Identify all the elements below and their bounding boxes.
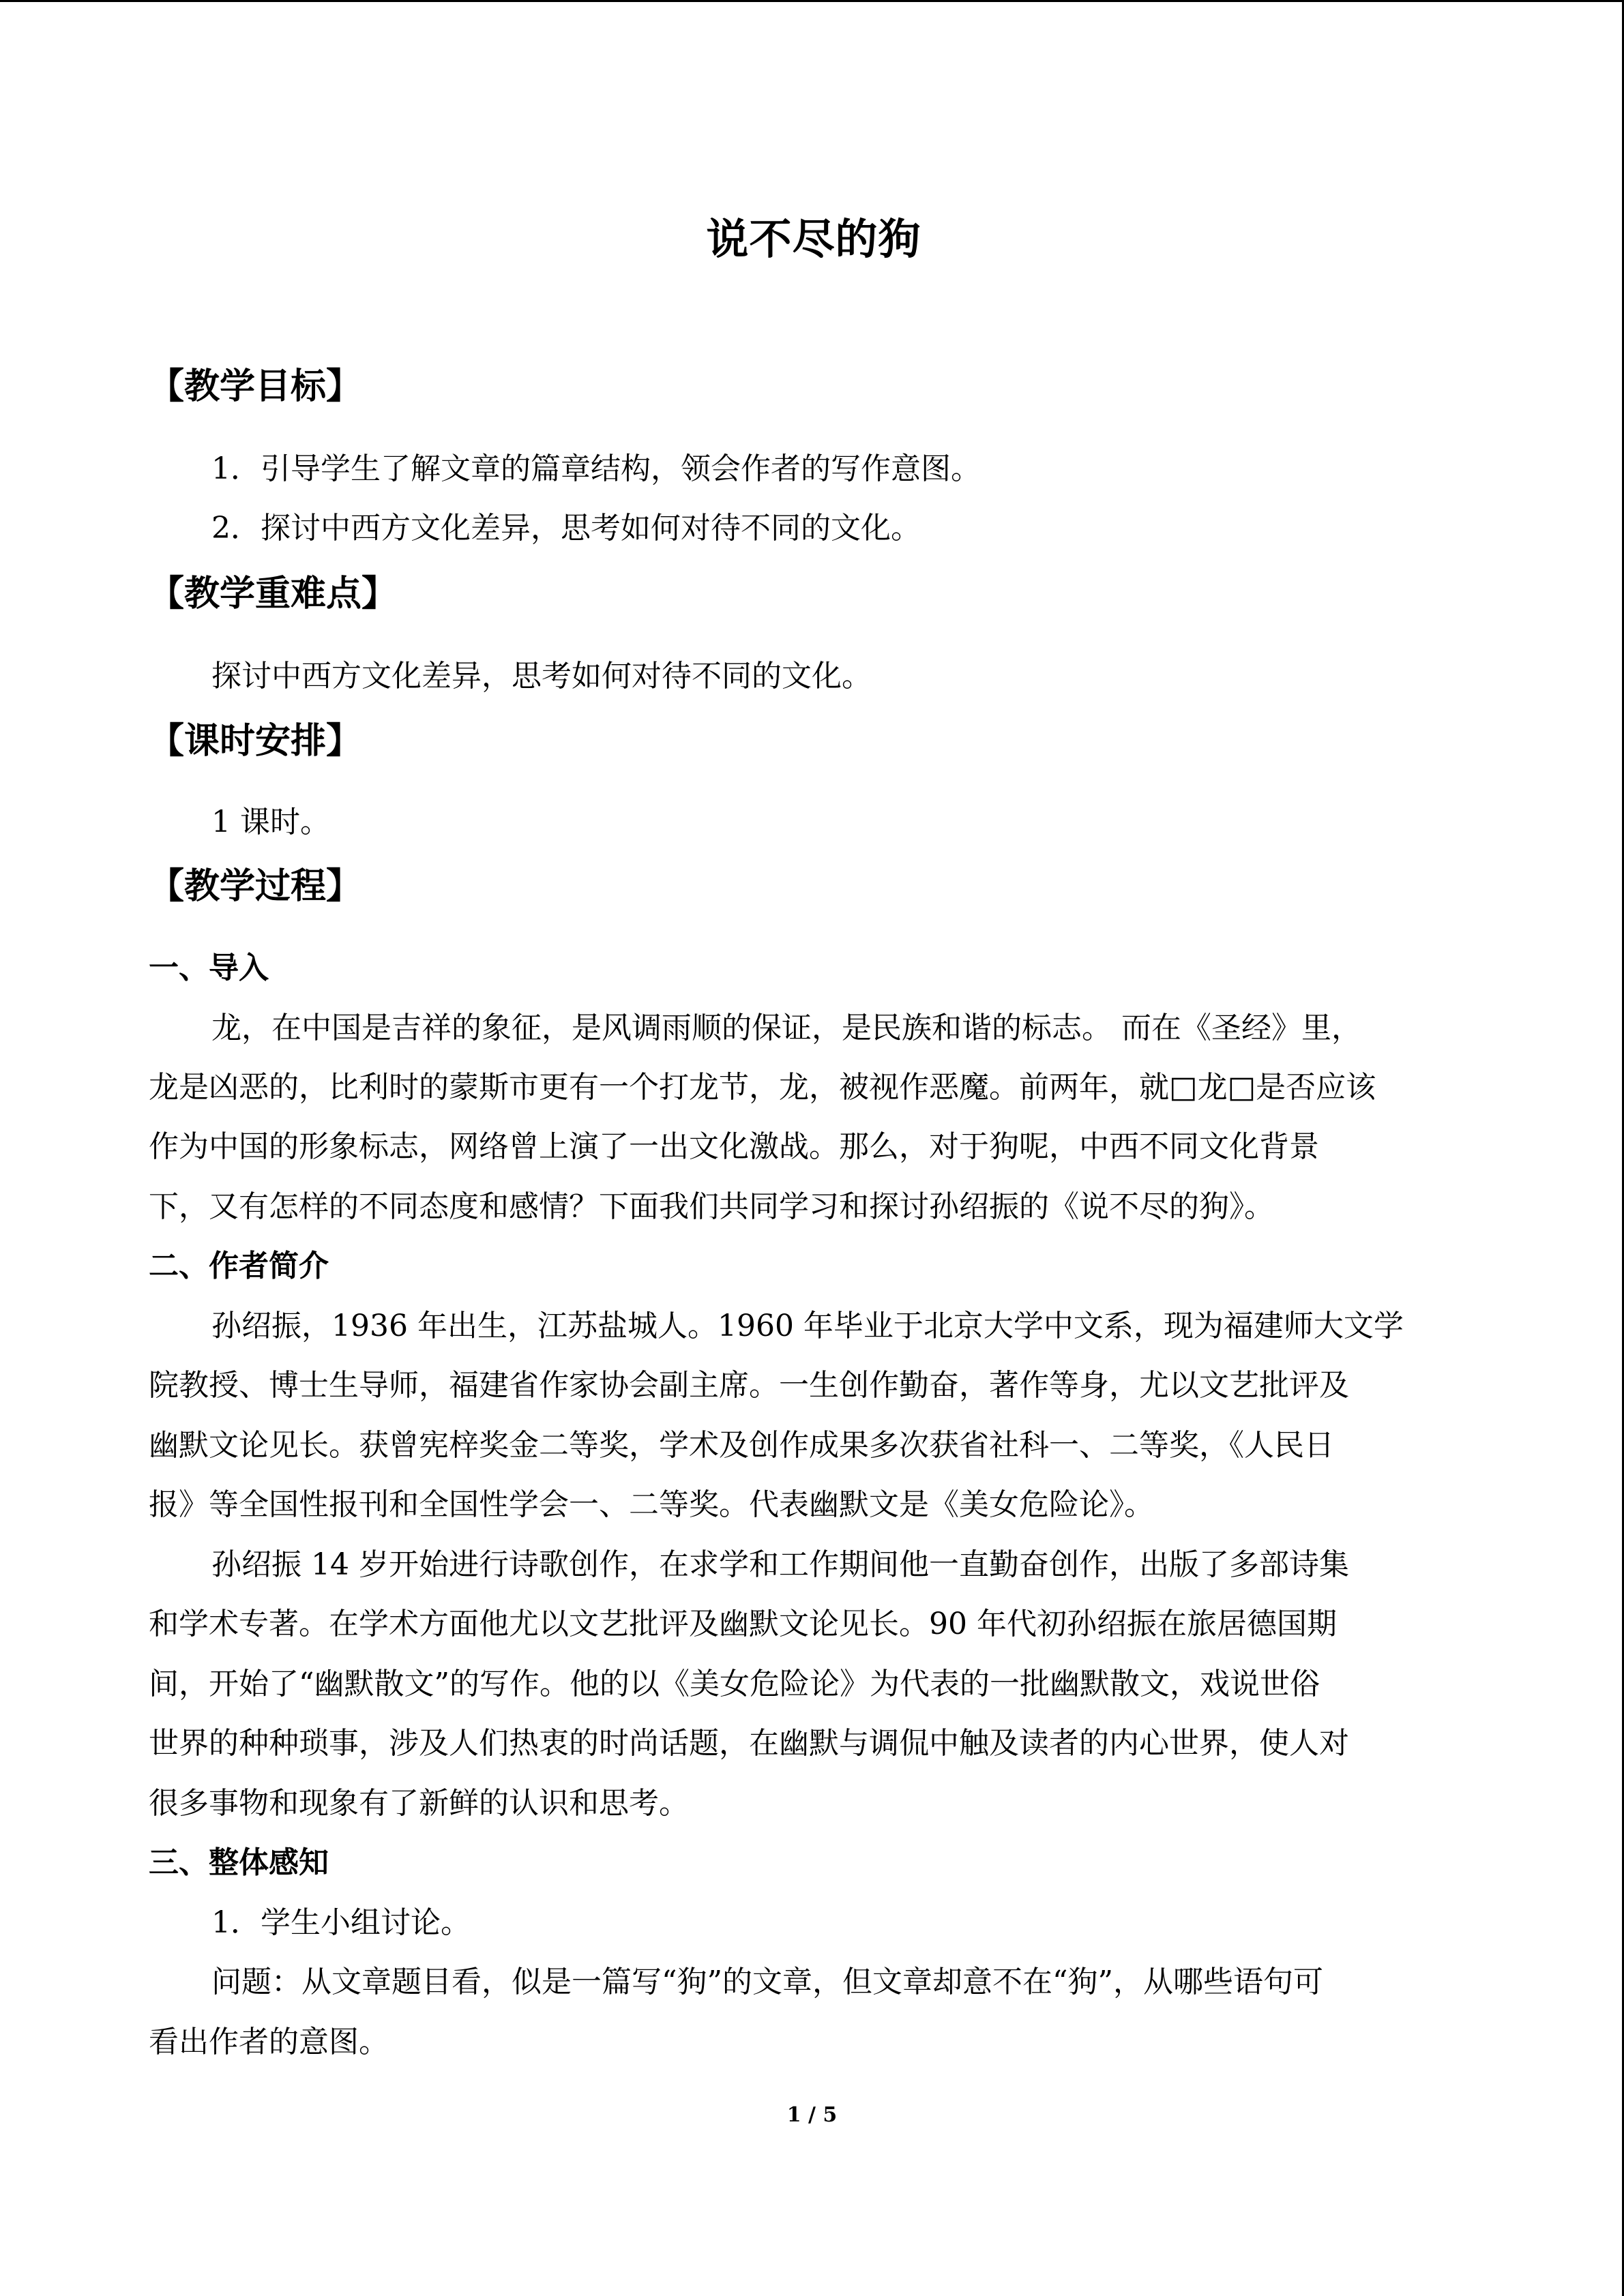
subheading-author: 二、作者简介 [149, 1249, 329, 1283]
page-number: 1 / 5 [786, 2103, 838, 2127]
author-works-line: 很多事物和现象有了新鲜的认识和思考。 [149, 1786, 689, 1821]
intro-line: 龙是凶恶的，比利时的蒙斯市更有一个打龙节，龙，被视作恶魔。前两年，就□龙□是否应该 [149, 1070, 1376, 1105]
author-works-line: 间，开始了“幽默散文”的写作。他的以《美女危险论》为代表的一批幽默散文，戏说世俗 [149, 1667, 1320, 1701]
author-works-line: 孙绍振 14 岁开始进行诗歌创作，在求学和工作期间他一直勤奋创作，出版了多部诗集 [211, 1547, 1349, 1582]
heading-key-points: 【教学重难点】 [149, 573, 398, 614]
page-top-border [0, 0, 1624, 2]
goal-item-2: 2．探讨中西方文化差异，思考如何对待不同的文化。 [211, 511, 921, 546]
subheading-overview: 三、整体感知 [149, 1845, 329, 1880]
author-works-line: 和学术专著。在学术方面他尤以文艺批评及幽默文论见长。90 年代初孙绍振在旅居德国期 [149, 1607, 1337, 1641]
subheading-intro: 一、导入 [149, 951, 269, 985]
key-points-text: 探讨中西方文化差异，思考如何对待不同的文化。 [211, 659, 872, 694]
intro-line: 龙，在中国是吉祥的象征，是风调雨顺的保证，是民族和谐的标志。 而在《圣经》里， [211, 1011, 1361, 1045]
schedule-text: 1 课时。 [211, 805, 330, 839]
heading-teaching-goals: 【教学目标】 [149, 366, 362, 407]
document-title: 说不尽的狗 [706, 214, 921, 264]
overview-question-line: 问题：从文章题目看，似是一篇写“狗”的文章，但文章却意不在“狗”，从哪些语句可 [211, 1965, 1323, 1999]
intro-line: 作为中国的形象标志，网络曾上演了一出文化激战。那么，对于狗呢，中西不同文化背景 [149, 1129, 1319, 1164]
author-bio-line: 孙绍振，1936 年出生，江苏盐城人。1960 年毕业于北京大学中文系，现为福建师大文学 [211, 1309, 1404, 1343]
heading-schedule: 【课时安排】 [149, 721, 362, 762]
author-works-line: 世界的种种琐事，涉及人们热衷的时尚话题，在幽默与调侃中触及读者的内心世界，使人对 [149, 1726, 1349, 1761]
goal-item-1: 1．引导学生了解文章的篇章结构，领会作者的写作意图。 [211, 451, 981, 486]
overview-step: 1．学生小组讨论。 [211, 1905, 471, 1940]
author-bio-line: 幽默文论见长。获曾宪梓奖金二等奖，学术及创作成果多次获省社科一、二等奖，《人民日 [149, 1428, 1334, 1463]
intro-line: 下，又有怎样的不同态度和感情？下面我们共同学习和探讨孙绍振的《说不尽的狗》。 [149, 1189, 1274, 1224]
heading-teaching-process: 【教学过程】 [149, 866, 362, 907]
author-bio-line: 院教授、博士生导师，福建省作家协会副主席。一生创作勤奋，著作等身，尤以文艺批评及 [149, 1368, 1349, 1403]
author-bio-line: 报》等全国性报刊和全国性学会一、二等奖。代表幽默文是《美女危险论》。 [149, 1487, 1154, 1522]
overview-question-line: 看出作者的意图。 [149, 2025, 389, 2059]
